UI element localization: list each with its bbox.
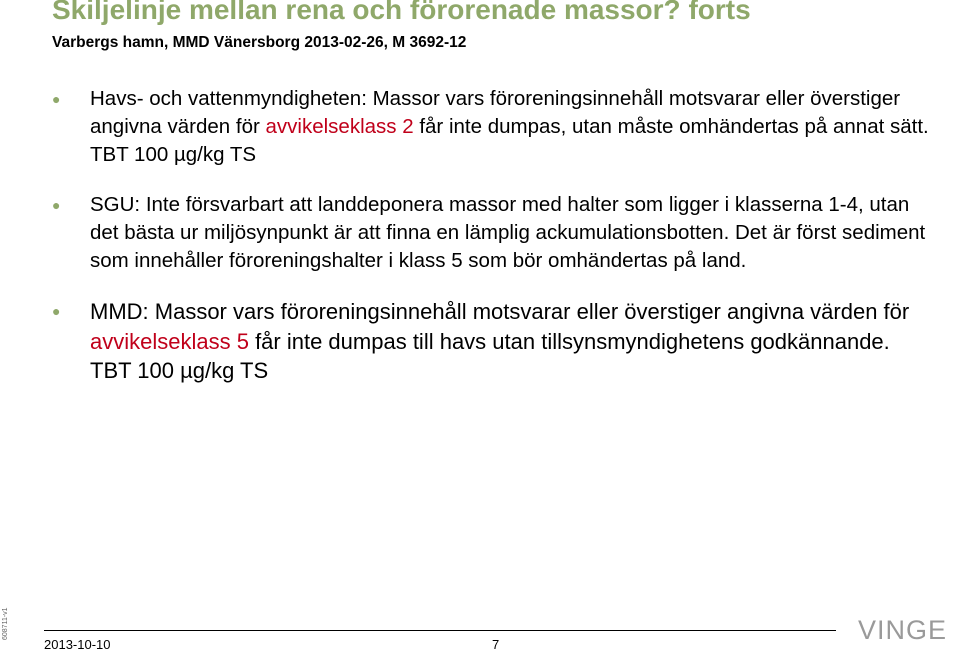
vinge-logo: VINGE <box>858 615 948 645</box>
footer-date: 2013-10-10 <box>44 637 111 652</box>
bullet-dot-icon: ● <box>52 303 61 319</box>
bullet-item <box>52 297 932 386</box>
bullet-list <box>52 85 932 386</box>
bullet-item <box>52 85 932 169</box>
document-code: 608711-v1 <box>2 607 9 640</box>
bullet-item <box>52 191 932 275</box>
bullet-text: Havs- och vattenmyndigheten: Massor vars föroreningsinnehåll motsvarar eller överstiger angivna värden för <box>90 87 901 138</box>
bullet-dot-icon: ● <box>52 91 61 107</box>
page-number: 7 <box>492 637 500 652</box>
slide-title: Skiljelinje mellan rena och förorenade massor? forts <box>52 0 751 25</box>
bullet-dot-icon: ● <box>52 197 61 213</box>
slide-subtitle: Varbergs hamn, MMD Vänersborg 2013-02-26, M 3692-12 <box>52 34 467 51</box>
bullet-text: får inte dumpas till havs utan tillsynsmyndighetens godkännande. TBT 100 µg/kg TS <box>90 328 890 383</box>
highlight-text: avvikelseklass 5 <box>90 328 249 354</box>
bullet-text: SGU: Inte försvarbart att landdeponera massor med halter som ligger i klasserna 1-4, utan det bästa ur miljösynpunkt är att finna en lämplig ackumulationsbotten. Det är först sediment som innehåller föroreningshalter i klass 5 som bör omhändertas på land. <box>90 193 926 272</box>
bullet-text: MMD: Massor vars föroreningsinnehåll motsvarar eller överstiger angivna värden för <box>90 299 910 324</box>
bullet-text: får inte dumpas, utan måste omhändertas på annat sätt. TBT 100 µg/kg TS <box>90 115 929 166</box>
footer-divider <box>44 630 836 631</box>
highlight-text: avvikelseklass 2 <box>265 115 414 138</box>
